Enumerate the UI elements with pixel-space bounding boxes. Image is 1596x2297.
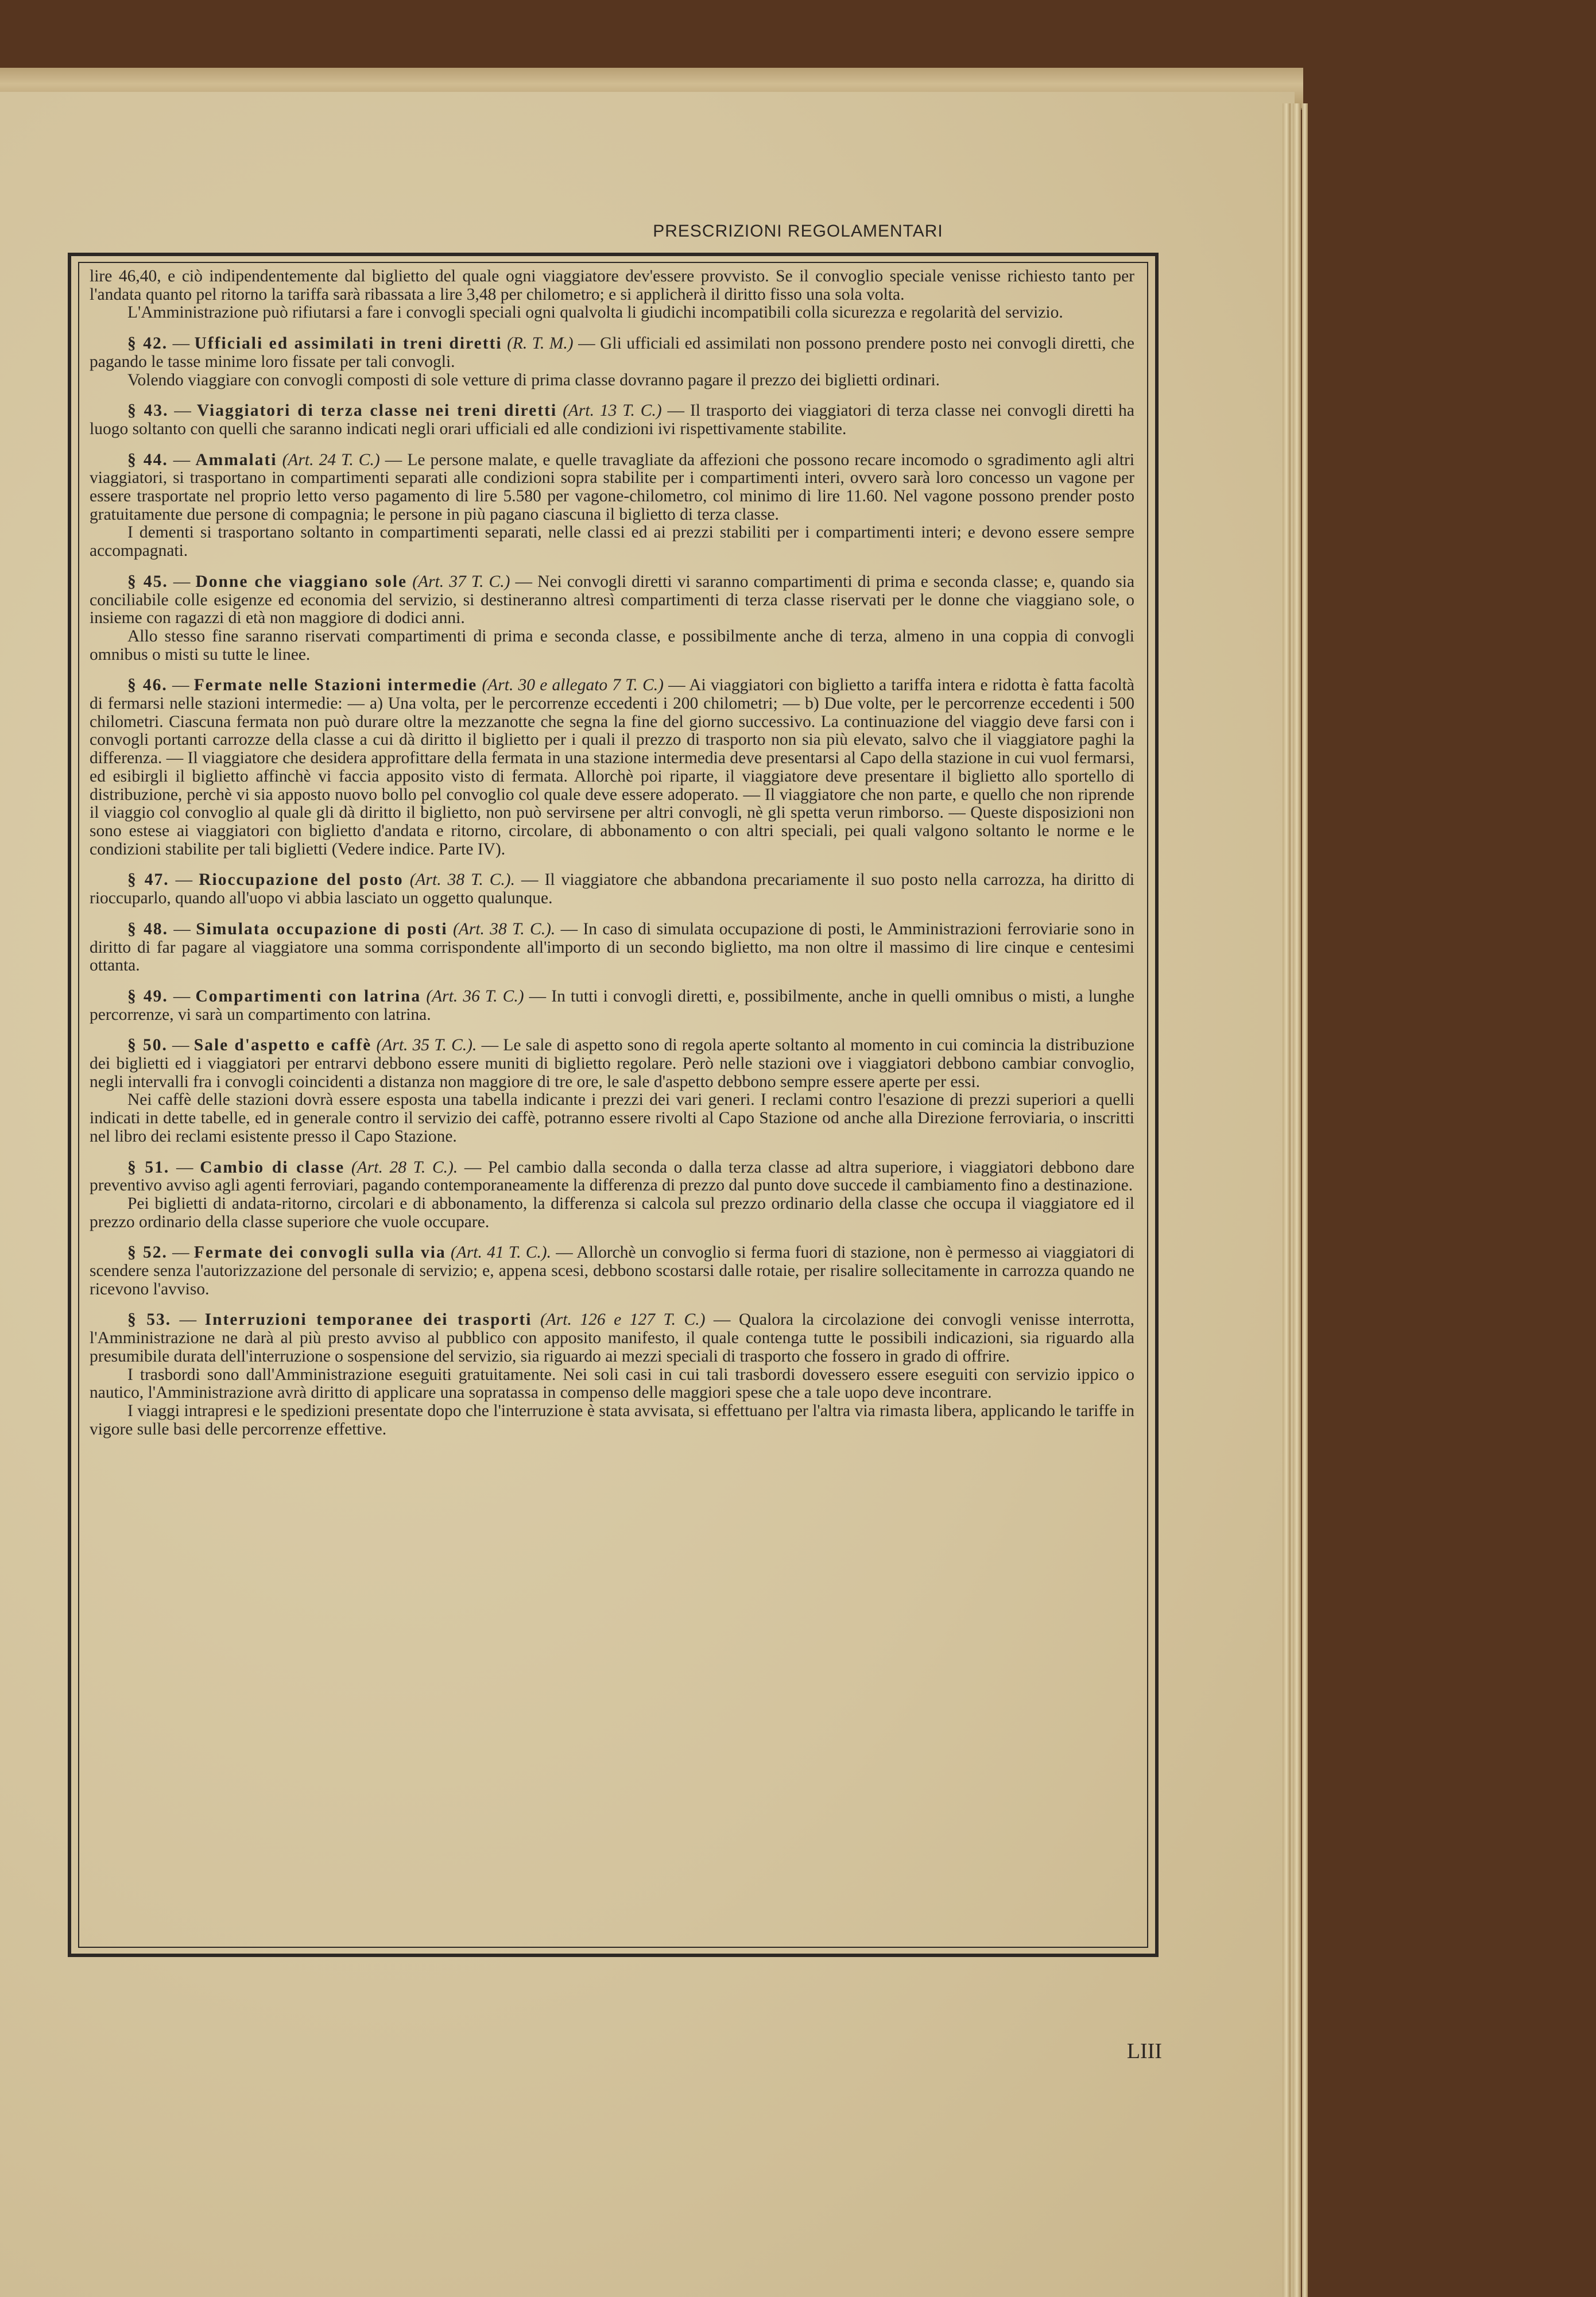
section-continuation: I viaggi intrapresi e le spedizioni presentate dopo che l'interruzione è stata avvisata, si effettuano per l'altra via rimasta libera, applicando le tariffe in vigore sulle basi delle percorrenze effettive. (90, 1401, 1134, 1438)
section-text: Il viaggiatore che abbandona precariamente il suo posto nella carrozza, ha diritto di rioccuparlo, quando all'uopo vi abbia lasciato un oggetto qualunque. (90, 871, 1135, 908)
section-title: Fermate dei convogli sulla via (193, 1243, 446, 1262)
section-paragraph: § 48. — Simulata occupazione di posti (Art. 38 T. C.). — In caso di simulata occupazione di posti, le Amministrazioni ferroviarie sono in diritto di far pagare al viaggiatore una somma corrispondente all'importo di un secondo biglietto, ma non oltre il massimo di lire cinque e centesimi ottanta. (90, 919, 1135, 975)
section-reference: (Art. 30 e allegato 7 T. C.) (482, 676, 664, 695)
section-reference: (Art. 37 T. C.) (412, 572, 510, 591)
section-paragraph: § 45. — Donne che viaggiano sole (Art. 37 T. C.) — Nei convogli diretti vi saranno compartimenti di prima e seconda classe; e, quando sia conciliabile colle esigenze ed economia del servizio, si destineranno altresì compartimenti di terza classe riservati per le donne che viaggiano sole, o insieme con ragazzi di età non maggiore di dodici anni. (90, 572, 1135, 628)
section-reference: (Art. 13 T. C.) (563, 401, 662, 420)
section-text: Allorchè un convoglio si ferma fuori di stazione, non è permesso ai viaggiatori di scendere senza l'autorizzazione del personale di servizio; e, appena scesi, debbono scostarsi dalle rotaie, per risalire sollecitamente in carrozza quando ne ricevono l'avviso. (90, 1243, 1135, 1298)
section-number: § 42. (127, 334, 168, 353)
section-reference: (R. T. M.) (507, 334, 574, 353)
section-title: Donne che viaggiano sole (195, 572, 408, 591)
body-text (90, 268, 1134, 1438)
section-title: Sale d'aspetto e caffè (193, 1036, 372, 1055)
page-edge (1302, 103, 1308, 2297)
section-paragraph: § 47. — Rioccupazione del posto (Art. 38 T. C.). — Il viaggiatore che abbandona precariamente il suo posto nella carrozza, ha diritto di rioccuparlo, quando all'uopo vi abbia lasciato un oggetto qualunque. (90, 871, 1135, 908)
section-text: Qualora la circolazione dei convogli venisse interrotta, l'Amministrazione ne darà al più presto avviso al pubblico con apposito manifesto, il quale contenga tutte le possibili indicazioni, sia riguardo alla presumibile durata dell'interruzione o sospensione del servizio, sia riguardo ai mezzi speciali di trasporto che fossero in grado di offrire. (90, 1310, 1135, 1366)
section-reference: (Art. 38 T. C.). (453, 919, 556, 938)
section-reference: (Art. 38 T. C.). (409, 871, 516, 890)
section-text: In caso di simulata occupazione di posti, le Amministrazioni ferroviarie sono in diritto di far pagare al viaggiatore una somma corrispondente all'importo di un secondo biglietto, ma non oltre il massimo di lire cinque e centesimi ottanta. (90, 919, 1135, 975)
section-continuation: Nei caffè delle stazioni dovrà essere esposta una tabella indicante i prezzi dei vari generi. I reclami contro l'esazione di prezzi superiori a quelli indicati in dette tabelle, ed in generale contro il servizio dei caffè, potranno essere rivolti al Capo Stazione od anche alla Direzione ferroviaria, o inscritti nel libro dei reclami esistente presso il Capo Stazione. (90, 1091, 1134, 1146)
section-reference: (Art. 36 T. C.) (426, 987, 524, 1006)
section-number: § 47. (127, 871, 169, 890)
section-reference: (Art. 28 T. C.). (351, 1158, 458, 1177)
section-text: Nei convogli diretti vi saranno compartimenti di prima e seconda classe; e, quando sia conciliabile colle esigenze ed economia del servizio, si destineranno altresì compartimenti di terza classe riservati per le donne che viaggiano sole, o insieme con ragazzi di età non maggiore di dodici anni. (90, 572, 1135, 628)
section-reference: (Art. 35 T. C.). (376, 1036, 477, 1055)
section-reference: (Art. 41 T. C.). (450, 1243, 551, 1262)
intro-paragraph: L'Amministrazione può rifiutarsi a fare i convogli speciali ogni qualvolta li giudichi incompatibili colla sicurezza e regolarità del servizio. (127, 303, 1063, 322)
section-paragraph: § 51. — Cambio di classe (Art. 28 T. C.). — Pel cambio dalla seconda o dalla terza classe ad altra superiore, i viaggiatori debbono dare preventivo avviso agli agenti ferroviari, pagando contemporaneamente la differenza di prezzo dal punto dove succede il cambiamento fino a destinazione. (90, 1158, 1135, 1195)
section-number: § 48. (127, 919, 168, 938)
section-continuation: I trasbordi sono dall'Amministrazione eseguiti gratuitamente. Nei soli casi in cui tali trasbordi dovessero essere eseguiti con servizio ippico o nautico, l'Amministrazione avrà diritto di applicare una sopratassa in compenso delle maggiori spese che a tale uopo deve incontrare. (90, 1365, 1134, 1402)
section-paragraph: § 44. — Ammalati (Art. 24 T. C.) — Le persone malate, e quelle travagliate da affezioni che possono recare incomodo o sgradimento agli altri viaggiatori, si trasportano in compartimenti separati alle condizioni sopra stabilite per i compartimenti interi, ovvero sarà loro concesso un vagone per essere trasportate nel proprio letto verso pagamento di lire 5.580 per vagone-chilometro, col minimo di lire 11.60. Nel vagone possono prender posto gratuitamente due persone di compagnia; le persone in più pagano ciascuna il biglietto di terza classe. (90, 450, 1135, 524)
section-number: § 50. (127, 1036, 168, 1055)
section-title: Interruzioni temporanee dei trasporti (204, 1310, 532, 1329)
section-title: Rioccupazione del posto (199, 871, 404, 890)
section-paragraph: § 46. — Fermate nelle Stazioni intermedie (Art. 30 e allegato 7 T. C.) — Ai viaggiatori con biglietto a tariffa intera e ridotta è fatta facoltà di fermarsi nelle stazioni intermedie: — a) Una volta, per le percorrenze eccedenti i 200 chilometri; — b) Due volte, per le percorrenze eccedenti i 500 chilometri. Ciascuna fermata non può durare oltre la mezzanotte che segna la fine del giorno successivo. La continuazione del viaggio deve farsi con i convogli portanti carrozze della classe a cui dà diritto il biglietto per i quali il prezzo di trasporto non sia più elevato, salvo che il viaggiatore paghi la differenza. — Il viaggiatore che desidera approfittare della fermata in una stazione intermedia deve presentarsi al Capo della stazione in cui vuol fermarsi, ed esibirgli il biglietto affinchè vi faccia apposito visto di fermata. Allorchè poi riparte, il viaggiatore deve presentare il biglietto allo sportello di distribuzione, perchè vi sia apposto nuovo bollo pel convoglio col quale deve essere adoperato. — Il viaggiatore che non parte, e quello che non riprende il viaggio col convoglio al quale gli dà diritto il biglietto, non può servirsene per altri convogli, nè gli spetta verun rimborso. — Queste disposizioni non sono estese ai viaggiatori con biglietto d'andata e ritorno, circolare, di abbonamento o con altri speciali, pei quali valgono soltanto le norme e le condizioni stabilite per tali biglietti (Vedere indice. Parte IV). (90, 676, 1135, 859)
section-continuation: Allo stesso fine saranno riservati compartimenti di prima e seconda classe, e possibilmente anche di terza, almeno in una coppia di convogli omnibus o misti su tutte le linee. (90, 627, 1134, 664)
section-number: § 49. (127, 987, 168, 1006)
section-text: Gli ufficiali ed assimilati non possono prendere posto nei convogli diretti, che pagando le tasse minime loro fissate per tali convogli. (90, 334, 1135, 371)
section-number: § 43. (127, 401, 169, 420)
section-title: Viaggiatori di terza classe nei treni diretti (196, 401, 557, 420)
section-paragraph: § 43. — Viaggiatori di terza classe nei treni diretti (Art. 13 T. C.) — Il trasporto dei viaggiatori di terza classe nei convogli diretti ha luogo soltanto con quelli che saranno indicati negli orari ufficiali ed alle condizioni ivi rispettivamente stabilite. (90, 401, 1134, 438)
section-title: Ammalati (195, 450, 277, 469)
section-title: Simulata occupazione di posti (196, 919, 448, 938)
section-title: Ufficiali ed assimilati in treni diretti (194, 334, 502, 353)
page-edge (1283, 103, 1291, 2297)
section-continuation: I dementi si trasportano soltanto in compartimenti separati, nelle classi ed ai prezzi stabiliti per i compartimenti interi; e devono essere sempre accompagnati. (90, 523, 1134, 560)
section-text: Le sale di aspetto sono di regola aperte soltanto al momento in cui comincia la distribuzione dei biglietti ed i viaggiatori per entrarvi debbono essere muniti di biglietto regolare. Però nelle stazioni ove i viaggiatori debbono cambiar convoglio, negli intervalli fra i convogli coincidenti a distanza non maggiore di tre ore, le sale d'aspetto debbono sempre essere aperte per essi. (90, 1036, 1135, 1091)
section-paragraph: § 52. — Fermate dei convogli sulla via (Art. 41 T. C.). — Allorchè un convoglio si ferma fuori di stazione, non è permesso ai viaggiatori di scendere senza l'autorizzazione del personale di servizio; e, appena scesi, debbono scostarsi dalle rotaie, per risalire sollecitamente in carrozza quando ne ricevono l'avviso. (90, 1243, 1135, 1298)
section-text: Ai viaggiatori con biglietto a tariffa intera e ridotta è fatta facoltà di fermarsi nelle stazioni intermedie: — a) Una volta, per le percorrenze eccedenti i 200 chilometri; — b) Due volte, per le percorrenze eccedenti i 500 chilometri. Ciascuna fermata non può durare oltre la mezzanotte che segna la fine del giorno successivo. La continuazione del viaggio deve farsi con i convogli portanti carrozze della classe a cui dà diritto il biglietto per i quali il prezzo di trasporto non sia più elevato, salvo che il viaggiatore paghi la differenza. — Il viaggiatore che desidera approfittare della fermata in una stazione intermedia deve presentarsi al Capo della stazione in cui vuol fermarsi, ed esibirgli il biglietto affinchè vi faccia apposito visto di fermata. Allorchè poi riparte, il viaggiatore deve presentare il biglietto allo sportello di distribuzione, perchè vi sia apposto nuovo bollo pel convoglio col quale deve essere adoperato. — Il viaggiatore che non parte, e quello che non riprende il viaggio col convoglio al quale gli dà diritto il biglietto, non può servirsene per altri convogli, nè gli spetta verun rimborso. — Queste disposizioni non sono estese ai viaggiatori con biglietto d'andata e ritorno, circolare, di abbonamento o con altri speciali, pei quali valgono soltanto le norme e le condizioni stabilite per tali biglietti (Vedere indice. Parte IV). (90, 676, 1135, 859)
section-text: Pel cambio dalla seconda o dalla terza classe ad altra superiore, i viaggiatori debbono dare preventivo avviso agli agenti ferroviari, pagando contemporaneamente la differenza di prezzo dal punto dove succede il cambiamento fino a destinazione. (90, 1158, 1135, 1195)
section-title: Cambio di classe (200, 1158, 345, 1177)
section-continuation: Volendo viaggiare con convogli composti di sole vetture di prima classe dovranno pagare il prezzo dei biglietti ordinari. (127, 370, 940, 389)
section-number: § 52. (127, 1243, 168, 1262)
section-continuation: Pei biglietti di andata-ritorno, circolari e di abbonamento, la differenza si calcola sul prezzo ordinario della classe che occupa il viaggiatore ed il prezzo ordinario della classe superiore che vuole occupare. (90, 1194, 1134, 1231)
section-title: Compartimenti con latrina (195, 987, 421, 1006)
sections (90, 335, 1134, 1438)
section-paragraph: § 50. — Sale d'aspetto e caffè (Art. 35 T. C.). — Le sale di aspetto sono di regola aperte soltanto al momento in cui comincia la distribuzione dei biglietti ed i viaggiatori per entrarvi debbono essere muniti di biglietto regolare. Però nelle stazioni ove i viaggiatori debbono cambiar convoglio, negli intervalli fra i convogli coincidenti a distanza non maggiore di tre ore, le sale d'aspetto debbono sempre essere aperte per essi. (90, 1036, 1135, 1091)
section-paragraph: § 42. — Ufficiali ed assimilati in treni diretti (R. T. M.) — Gli ufficiali ed assimilati non possono prendere posto nei convogli diretti, che pagando le tasse minime loro fissate per tali convogli. (90, 334, 1135, 371)
section-text: Le persone malate, e quelle travagliate da affezioni che possono recare incomodo o sgradimento agli altri viaggiatori, si trasportano in compartimenti separati alle condizioni sopra stabilite per i compartimenti interi, ovvero sarà loro concesso un vagone per essere trasportate nel proprio letto verso pagamento di lire 5.580 per vagone-chilometro, col minimo di lire 11.60. Nel vagone possono prender posto gratuitamente due persone di compagnia; le persone in più pagano ciascuna il biglietto di terza classe. (90, 450, 1135, 524)
section-number: § 44. (127, 450, 168, 469)
section-number: § 51. (127, 1158, 170, 1177)
running-head: PRESCRIZIONI REGOLAMENTARI (653, 222, 943, 241)
section-text: Il trasporto dei viaggiatori di terza classe nei convogli diretti ha luogo soltanto con quelli che saranno indicati negli orari ufficiali ed alle condizioni ivi rispettivamente stabilite. (90, 401, 1134, 438)
section-number: § 53. (127, 1310, 172, 1329)
section-number: § 46. (127, 676, 168, 695)
section-number: § 45. (127, 572, 168, 591)
section-reference: (Art. 24 T. C.) (282, 450, 380, 469)
section-reference: (Art. 126 e 127 T. C.) (540, 1310, 706, 1329)
page-number: LIII (1126, 2039, 1162, 2063)
intro-paragraph: lire 46,40, e ciò indipendentemente dal biglietto del quale ogni viaggiatore dev'essere provvisto. Se il convoglio speciale venisse richiesto tanto per l'andata quanto pel ritorno la tariffa sarà ribassata a lire 3,48 per chilometro; e si applicherà il diritto fisso una sola volta. (90, 267, 1134, 304)
section-paragraph: § 53. — Interruzioni temporanee dei trasporti (Art. 126 e 127 T. C.) — Qualora la circolazione dei convogli venisse interrotta, l'Amministrazione ne darà al più presto avviso al pubblico con apposito manifesto, il quale contenga tutte le possibili indicazioni, sia riguardo alla presumibile durata dell'interruzione o sospensione del servizio, sia riguardo ai mezzi speciali di trasporto che fossero in grado di offrire. (90, 1310, 1135, 1366)
section-text: In tutti i convogli diretti, e, possibilmente, anche in quelli omnibus o misti, a lunghe percorrenze, vi sarà un compartimento con latrina. (90, 987, 1135, 1024)
page-edge (1293, 103, 1301, 2297)
section-paragraph: § 49. — Compartimenti con latrina (Art. 36 T. C.) — In tutti i convogli diretti, e, possibilmente, anche in quelli omnibus o misti, a lunghe percorrenze, vi sarà un compartimento con latrina. (90, 987, 1135, 1024)
section-title: Fermate nelle Stazioni intermedie (193, 676, 478, 695)
